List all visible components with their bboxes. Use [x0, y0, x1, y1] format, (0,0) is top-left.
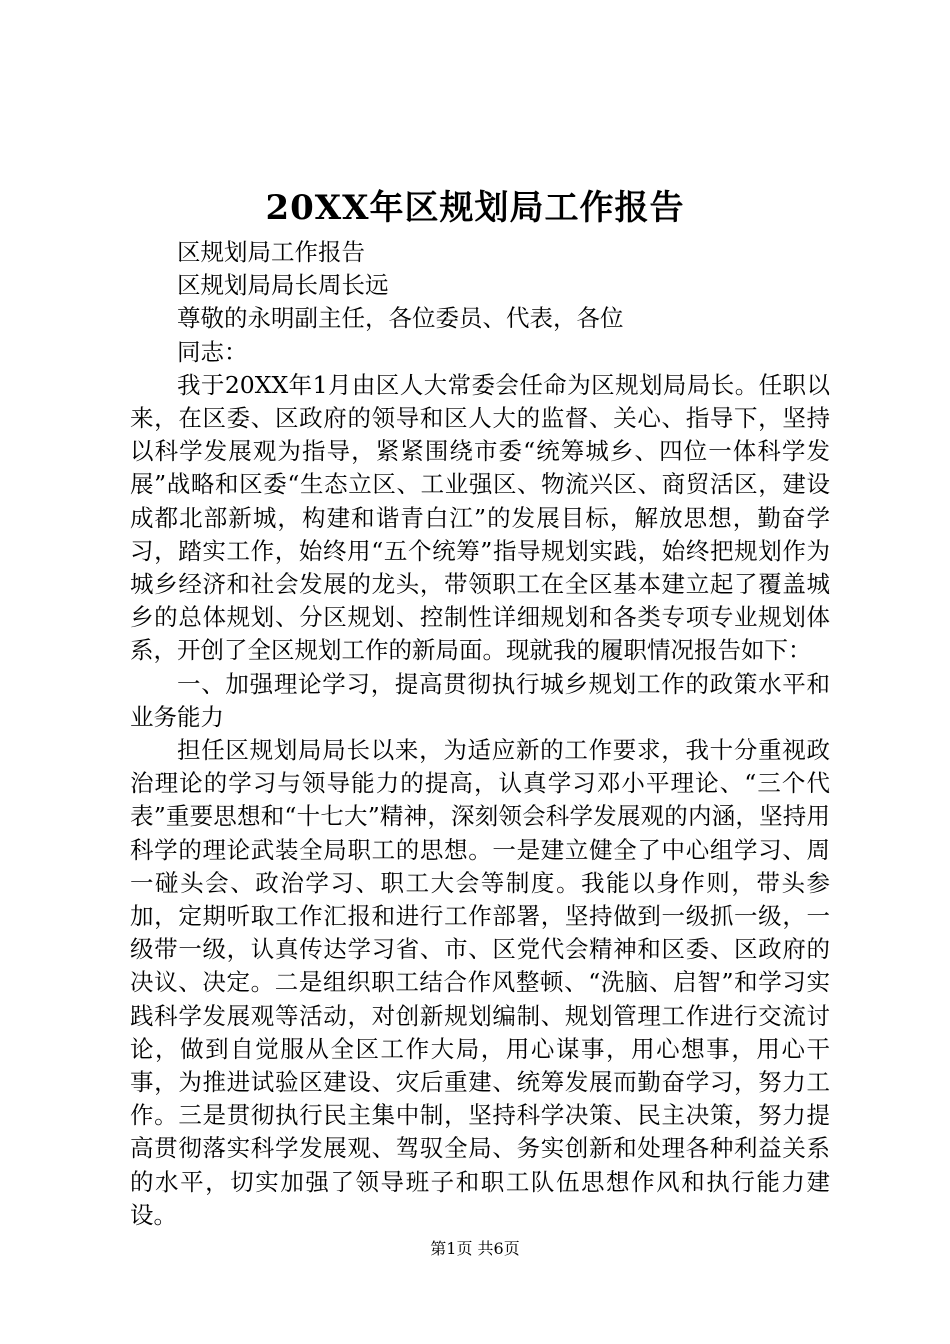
document-title: 20XX年区规划局工作报告: [265, 188, 685, 228]
author-line: 区规划局局长周长远: [177, 271, 389, 300]
body-paragraph: 我于20XX年1月由区人大常委会任命为区规划局局长。任职以来，在区委、区政府的领导和区人大的监督、关心、指导下，坚持以科学发展观为指导，紧紧围绕市委“统筹城乡、四位一体科学发展”战略和区委“生态立区、工业强区、物流兴区、商贸活区，建设成都北部新城，构建和谐青白江”的发展目标，解放思想，勤奋学习，踏实工作，始终用“五个统筹”指导规划实践，始终把规划作为城乡经济和社会发展的龙头，带领职工在全区基本建立起了覆盖城乡的总体规划、分区规划、控制性详细规划和各类专项专业规划体系，开创了全区规划工作的新局面。现就我的履职情况报告如下：: [130, 370, 830, 665]
page-number-footer: 第1页 共6页: [430, 1239, 520, 1258]
document-body: [130, 236, 830, 1232]
salutation-continuation: 同志：: [177, 337, 248, 366]
section-heading: 一、加强理论学习，提高贯彻执行城乡规划工作的政策水平和业务能力: [130, 669, 830, 731]
body-paragraph: 担任区规划局局长以来，为适应新的工作要求，我十分重视政治理论的学习与领导能力的提高，认真学习邓小平理论、“三个代表”重要思想和“十七大”精神，深刻领会科学发展观的内涵，坚持用科学的理论武装全局职工的思想。一是建立健全了中心组学习、周一碰头会、政治学习、职工大会等制度。我能以身作则，带头参加，定期听取工作汇报和进行工作部署，坚持做到一级抓一级，一级带一级，认真传达学习省、市、区党代会精神和区委、区政府的决议、决定。二是组织职工结合作风整顿、“洗脑、启智”和学习实践科学发展观等活动，对创新规划编制、规划管理工作进行交流讨论，做到自觉服从全区工作大局，用心谋事，用心想事，用心干事，为推进试验区建设、灾后重建、统筹发展而勤奋学习，努力工作。三是贯彻执行民主集中制，坚持科学决策、民主决策，努力提高贯彻落实科学发展观、驾驭全局、务实创新和处理各种利益关系的水平，切实加强了领导班子和职工队伍思想作风和执行能力建设。: [130, 736, 830, 1229]
heading-line: 区规划局工作报告: [177, 238, 365, 266]
salutation-line: 尊敬的永明副主任，各位委员、代表，各位: [177, 304, 624, 333]
